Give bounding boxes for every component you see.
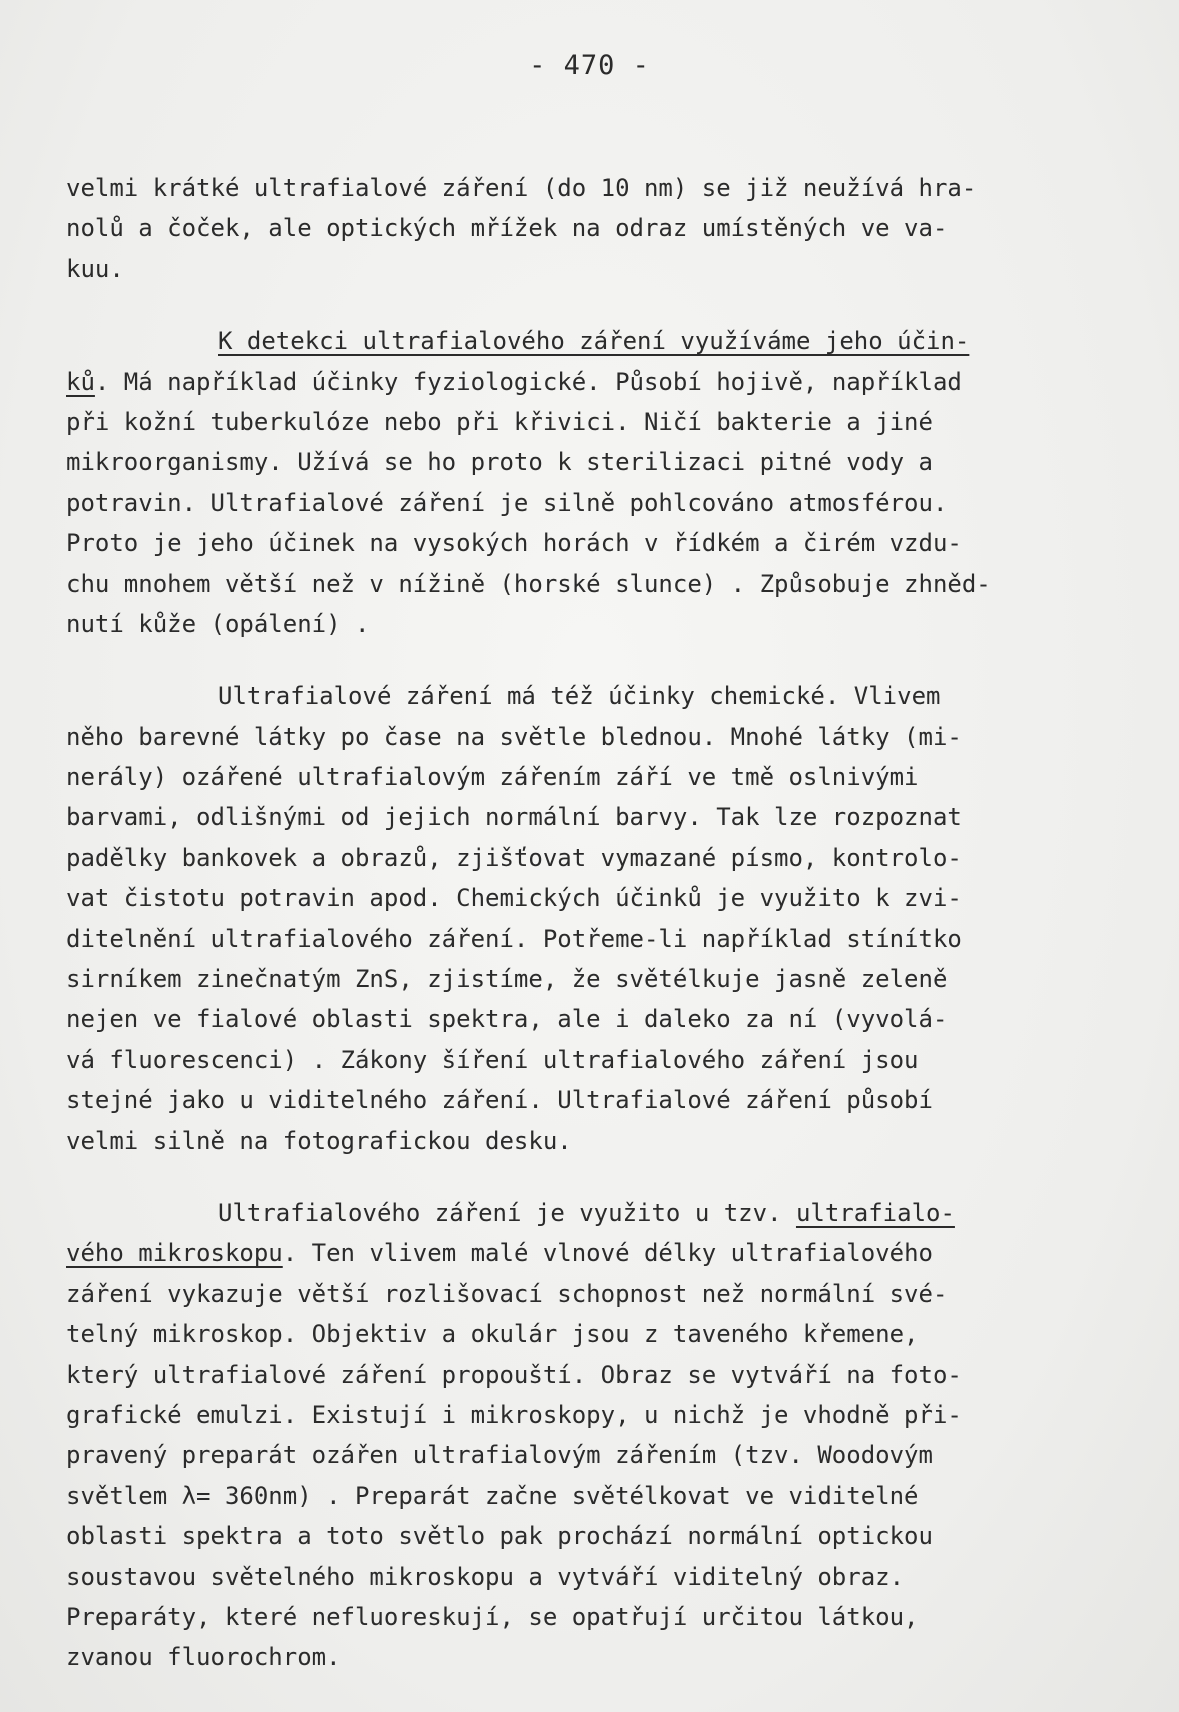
text-line: velmi krátké ultrafialové záření (do 10 nm) se již neužívá hra-: [66, 174, 977, 202]
text-line: pravený preparát ozářen ultrafialovým zářením (tzv. Woodovým: [66, 1441, 933, 1470]
text-span: . Ten vlivem malé vlnové délky ultrafialového: [282, 1239, 933, 1268]
text-line: [66, 1193, 1126, 1233]
text-line: sirníkem zinečnatým ZnS, zjistíme, že světélkuje jasně zeleně: [66, 965, 948, 994]
paragraph-3: [66, 676, 1126, 1161]
text-line: něho barevné látky po čase na světle blednou. Mnohé látky (mi-: [66, 722, 962, 751]
text-line: vá fluorescenci) . Zákony šíření ultrafialového záření jsou: [66, 1045, 919, 1074]
text-line: vat čistotu potravin apod. Chemických účinků je využito k zvi-: [66, 884, 962, 913]
body-text: [66, 168, 1126, 1678]
underlined-term: ultrafialo-: [795, 1198, 955, 1227]
text-line: ditelnění ultrafialového záření. Potřeme-li například stínítko: [66, 924, 962, 953]
paragraph-4: [66, 1193, 1126, 1678]
text-line: kuu.: [66, 254, 124, 283]
text-line: zvanou fluorochrom.: [66, 1643, 341, 1672]
text-line: nejen ve fialové oblasti spektra, ale i daleko za ní (vyvolá-: [66, 1005, 948, 1034]
text-line: [66, 321, 1126, 361]
text-line: velmi silně na fotografickou desku.: [66, 1126, 572, 1155]
text-line: padělky bankovek a obrazů, zjišťovat vymazané písmo, kontrolo-: [66, 843, 962, 872]
page-number: - 470 -: [529, 50, 650, 81]
underlined-heading: K detekci ultrafialového záření využíváme jeho účin-: [218, 327, 970, 356]
text-line: Proto je jeho účinek na vysokých horách v řídkém a čirém vzdu-: [66, 529, 962, 558]
text-line: barvami, odlišnými od jejich normální barvy. Tak lze rozpoznat: [66, 803, 962, 832]
text-line: [66, 362, 1126, 402]
text-line: [66, 1233, 1126, 1273]
text-span: . Má například účinky fyziologické. Působí hojivě, například: [94, 367, 962, 396]
text-span: Ultrafialového záření je využito u tzv.: [218, 1198, 796, 1227]
text-line: soustavou světelného mikroskopu a vytváří viditelný obraz.: [66, 1562, 905, 1591]
paragraph-1: [66, 168, 1126, 289]
text-line: potravin. Ultrafialové záření je silně pohlcováno atmosférou.: [66, 488, 948, 517]
text-line: oblasti spektra a toto světlo pak prochází normální optickou: [66, 1522, 933, 1551]
paragraph-2: [66, 321, 1126, 644]
text-line: chu mnohem větší než v nížině (horské slunce) . Způsobuje zhněd-: [66, 569, 991, 598]
text-line: nutí kůže (opálení) .: [66, 609, 370, 638]
text-line: při kožní tuberkulóze nebo při křivici. Ničí bakterie a jiné: [66, 407, 933, 436]
text-line: záření vykazuje větší rozlišovací schopnost než normální své-: [66, 1279, 948, 1308]
text-line: nerály) ozářené ultrafialovým zářením září ve tmě oslnivými: [66, 763, 919, 792]
text-line: grafické emulzi. Existují i mikroskopy, u nichž je vhodně při-: [66, 1400, 962, 1429]
underlined-term-cont: vého mikroskopu: [66, 1239, 283, 1268]
text-line: Ultrafialové záření má též účinky chemické. Vlivem: [218, 682, 941, 711]
text-line: telný mikroskop. Objektiv a okulár jsou z taveného křemene,: [66, 1320, 919, 1349]
underlined-heading-cont: ků: [66, 367, 95, 396]
text-line: který ultrafialové záření propouští. Obraz se vytváří na foto-: [66, 1360, 962, 1389]
text-line: Preparáty, které nefluoreskují, se opatřují určitou látkou,: [66, 1602, 919, 1631]
text-line: nolů a čoček, ale optických mřížek na odraz umístěných ve va-: [66, 214, 948, 243]
text-line: stejné jako u viditelného záření. Ultrafialové záření působí: [66, 1086, 933, 1115]
text-line: mikroorganismy. Užívá se ho proto k sterilizaci pitné vody a: [66, 448, 933, 477]
text-line: světlem λ= 360nm) . Preparát začne světélkovat ve viditelné: [66, 1481, 919, 1510]
